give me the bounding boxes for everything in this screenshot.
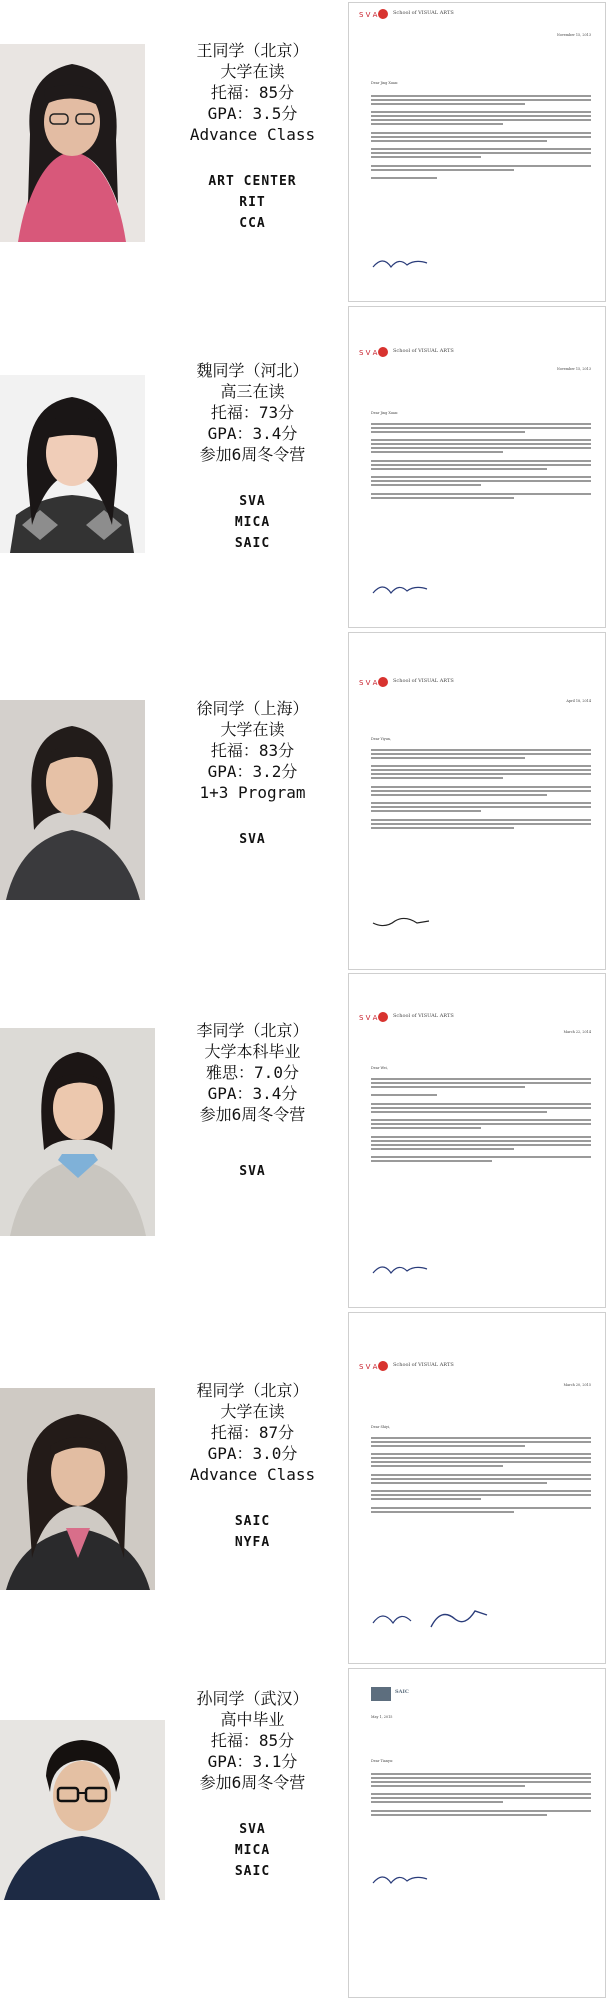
svg-text:S V A: S V A: [359, 349, 378, 357]
admission-letter: [348, 632, 606, 970]
student-card: [0, 1310, 348, 1670]
letter-school: School of VISUAL ARTS: [393, 10, 454, 16]
admission-letter: [348, 1312, 606, 1664]
student-detail: 参加6周冬令营: [199, 1105, 306, 1124]
student-photo: [0, 375, 145, 553]
admitted-schools: [160, 1511, 345, 1553]
student-detail: 参加6周冬令营: [199, 445, 306, 464]
letter-body: [371, 423, 591, 501]
letter-body: [371, 749, 591, 831]
letter-date: March 22, 2014: [563, 1030, 591, 1034]
student-photo: [0, 1388, 155, 1590]
signature-icon: [371, 1869, 431, 1889]
svg-text:S V A: S V A: [359, 1363, 378, 1371]
student-name: 孙同学（武汉）: [196, 1689, 309, 1708]
school-name: RIT: [239, 195, 266, 210]
student-card: [0, 310, 348, 630]
admitted-schools: [160, 829, 345, 850]
student-detail: Advance Class: [189, 1465, 316, 1484]
student-detail: 大学在读: [220, 1402, 285, 1421]
signature-icon: [371, 913, 431, 933]
student-detail: GPA：3.5分: [207, 104, 298, 123]
student-name: 程同学（北京）: [196, 1381, 309, 1400]
admitted-schools: [160, 491, 345, 554]
svg-text:S V A: S V A: [359, 11, 378, 19]
school-name: MICA: [234, 1843, 271, 1858]
student-detail: GPA：3.4分: [207, 1084, 298, 1103]
student-photo: [0, 1028, 155, 1236]
student-name: 魏同学（河北）: [196, 361, 309, 380]
student-detail: Advance Class: [189, 125, 316, 144]
student-detail: 大学本科毕业: [204, 1042, 301, 1061]
student-detail: 1+3 Program: [199, 783, 306, 802]
school-name: MICA: [234, 515, 271, 530]
student-card: [0, 630, 348, 970]
student-info: [160, 40, 345, 234]
student-photo: [0, 44, 145, 242]
student-photo: [0, 1720, 165, 1900]
svg-text:S V A: S V A: [359, 679, 378, 687]
sva-logo-icon: [359, 675, 389, 689]
signature-icon: [371, 1259, 431, 1279]
student-name: 徐同学（上海）: [196, 699, 309, 718]
student-detail: GPA：3.0分: [207, 1444, 298, 1463]
student-card: [0, 0, 348, 310]
student-info: [160, 360, 345, 554]
student-detail: 托福：85分: [210, 83, 295, 102]
student-detail: 雅思：7.0分: [206, 1063, 299, 1082]
letter-greeting: Dear Jing Xuan:: [371, 81, 399, 85]
letter-date: November 15, 2013: [556, 367, 591, 371]
student-detail: 参加6周冬令营: [199, 1773, 306, 1792]
letter-body: [371, 1773, 591, 1818]
letter-body: [371, 1437, 591, 1515]
letter-greeting: Dear Yiyun,: [371, 737, 392, 741]
student-detail: 托福：83分: [210, 741, 295, 760]
sva-logo-icon: [359, 7, 389, 21]
letter-school: School of VISUAL ARTS: [393, 348, 454, 354]
letter-date: March 20, 2015: [563, 1383, 591, 1387]
letter-school: School of VISUAL ARTS: [393, 678, 454, 684]
student-card: [0, 970, 348, 1310]
letter-greeting: Dear Tianyu:: [371, 1759, 394, 1763]
admission-letter: [348, 973, 606, 1308]
admitted-schools: [160, 1819, 345, 1882]
student-detail: 高中毕业: [220, 1710, 285, 1729]
school-name: SVA: [239, 1164, 266, 1179]
student-info: [160, 1020, 345, 1182]
admission-letter: [348, 1668, 606, 1998]
student-detail: 托福：87分: [210, 1423, 295, 1442]
school-name: NYFA: [234, 1535, 271, 1550]
letter-greeting: Dear Jing Xuan:: [371, 411, 399, 415]
letter-body: [371, 1078, 591, 1164]
school-name: SVA: [239, 1822, 266, 1837]
school-name: SVA: [239, 494, 266, 509]
school-name: CCA: [239, 216, 266, 231]
letter-greeting: Dear Shiyi,: [371, 1425, 391, 1429]
student-photo: [0, 700, 145, 900]
signature-icon: [371, 579, 431, 599]
letter-school: SAIC: [395, 1689, 409, 1695]
admission-letter: [348, 2, 606, 302]
letter-school: School of VISUAL ARTS: [393, 1013, 454, 1019]
student-name: 李同学（北京）: [196, 1021, 309, 1040]
admitted-schools: [160, 171, 345, 234]
student-info: [160, 1380, 345, 1553]
saic-logo-icon: [371, 1687, 391, 1701]
school-name: SAIC: [234, 1864, 271, 1879]
letter-date: April 18, 2014: [566, 699, 591, 703]
letter-school: School of VISUAL ARTS: [393, 1362, 454, 1368]
school-name: ART CENTER: [208, 174, 297, 189]
svg-text:S V A: S V A: [359, 1014, 378, 1022]
letter-date: November 15, 2013: [556, 33, 591, 37]
student-name: 王同学（北京）: [196, 41, 309, 60]
letter-body: [371, 95, 591, 181]
student-detail: GPA：3.4分: [207, 424, 298, 443]
student-card: [0, 1670, 348, 2000]
school-name: SAIC: [234, 536, 271, 551]
sva-logo-icon: [359, 1010, 389, 1024]
sva-logo-icon: [359, 1359, 389, 1373]
student-detail: 大学在读: [220, 720, 285, 739]
student-info: [160, 698, 345, 850]
student-detail: 托福：73分: [210, 403, 295, 422]
sva-logo-icon: [359, 345, 389, 359]
student-detail: 高三在读: [220, 382, 285, 401]
student-detail: GPA：3.1分: [207, 1752, 298, 1771]
school-name: SAIC: [234, 1514, 271, 1529]
letter-date: May 1, 2015: [371, 1715, 393, 1719]
admitted-schools: [160, 1161, 345, 1182]
school-name: SVA: [239, 832, 266, 847]
student-detail: 大学在读: [220, 62, 285, 81]
signature-icon: [371, 253, 431, 273]
student-detail: GPA：3.2分: [207, 762, 298, 781]
letter-greeting: Dear Wei,: [371, 1066, 388, 1070]
signature-icon: [371, 1603, 491, 1637]
admission-letter: [348, 306, 606, 628]
student-info: [160, 1688, 345, 1882]
student-detail: 托福：85分: [210, 1731, 295, 1750]
